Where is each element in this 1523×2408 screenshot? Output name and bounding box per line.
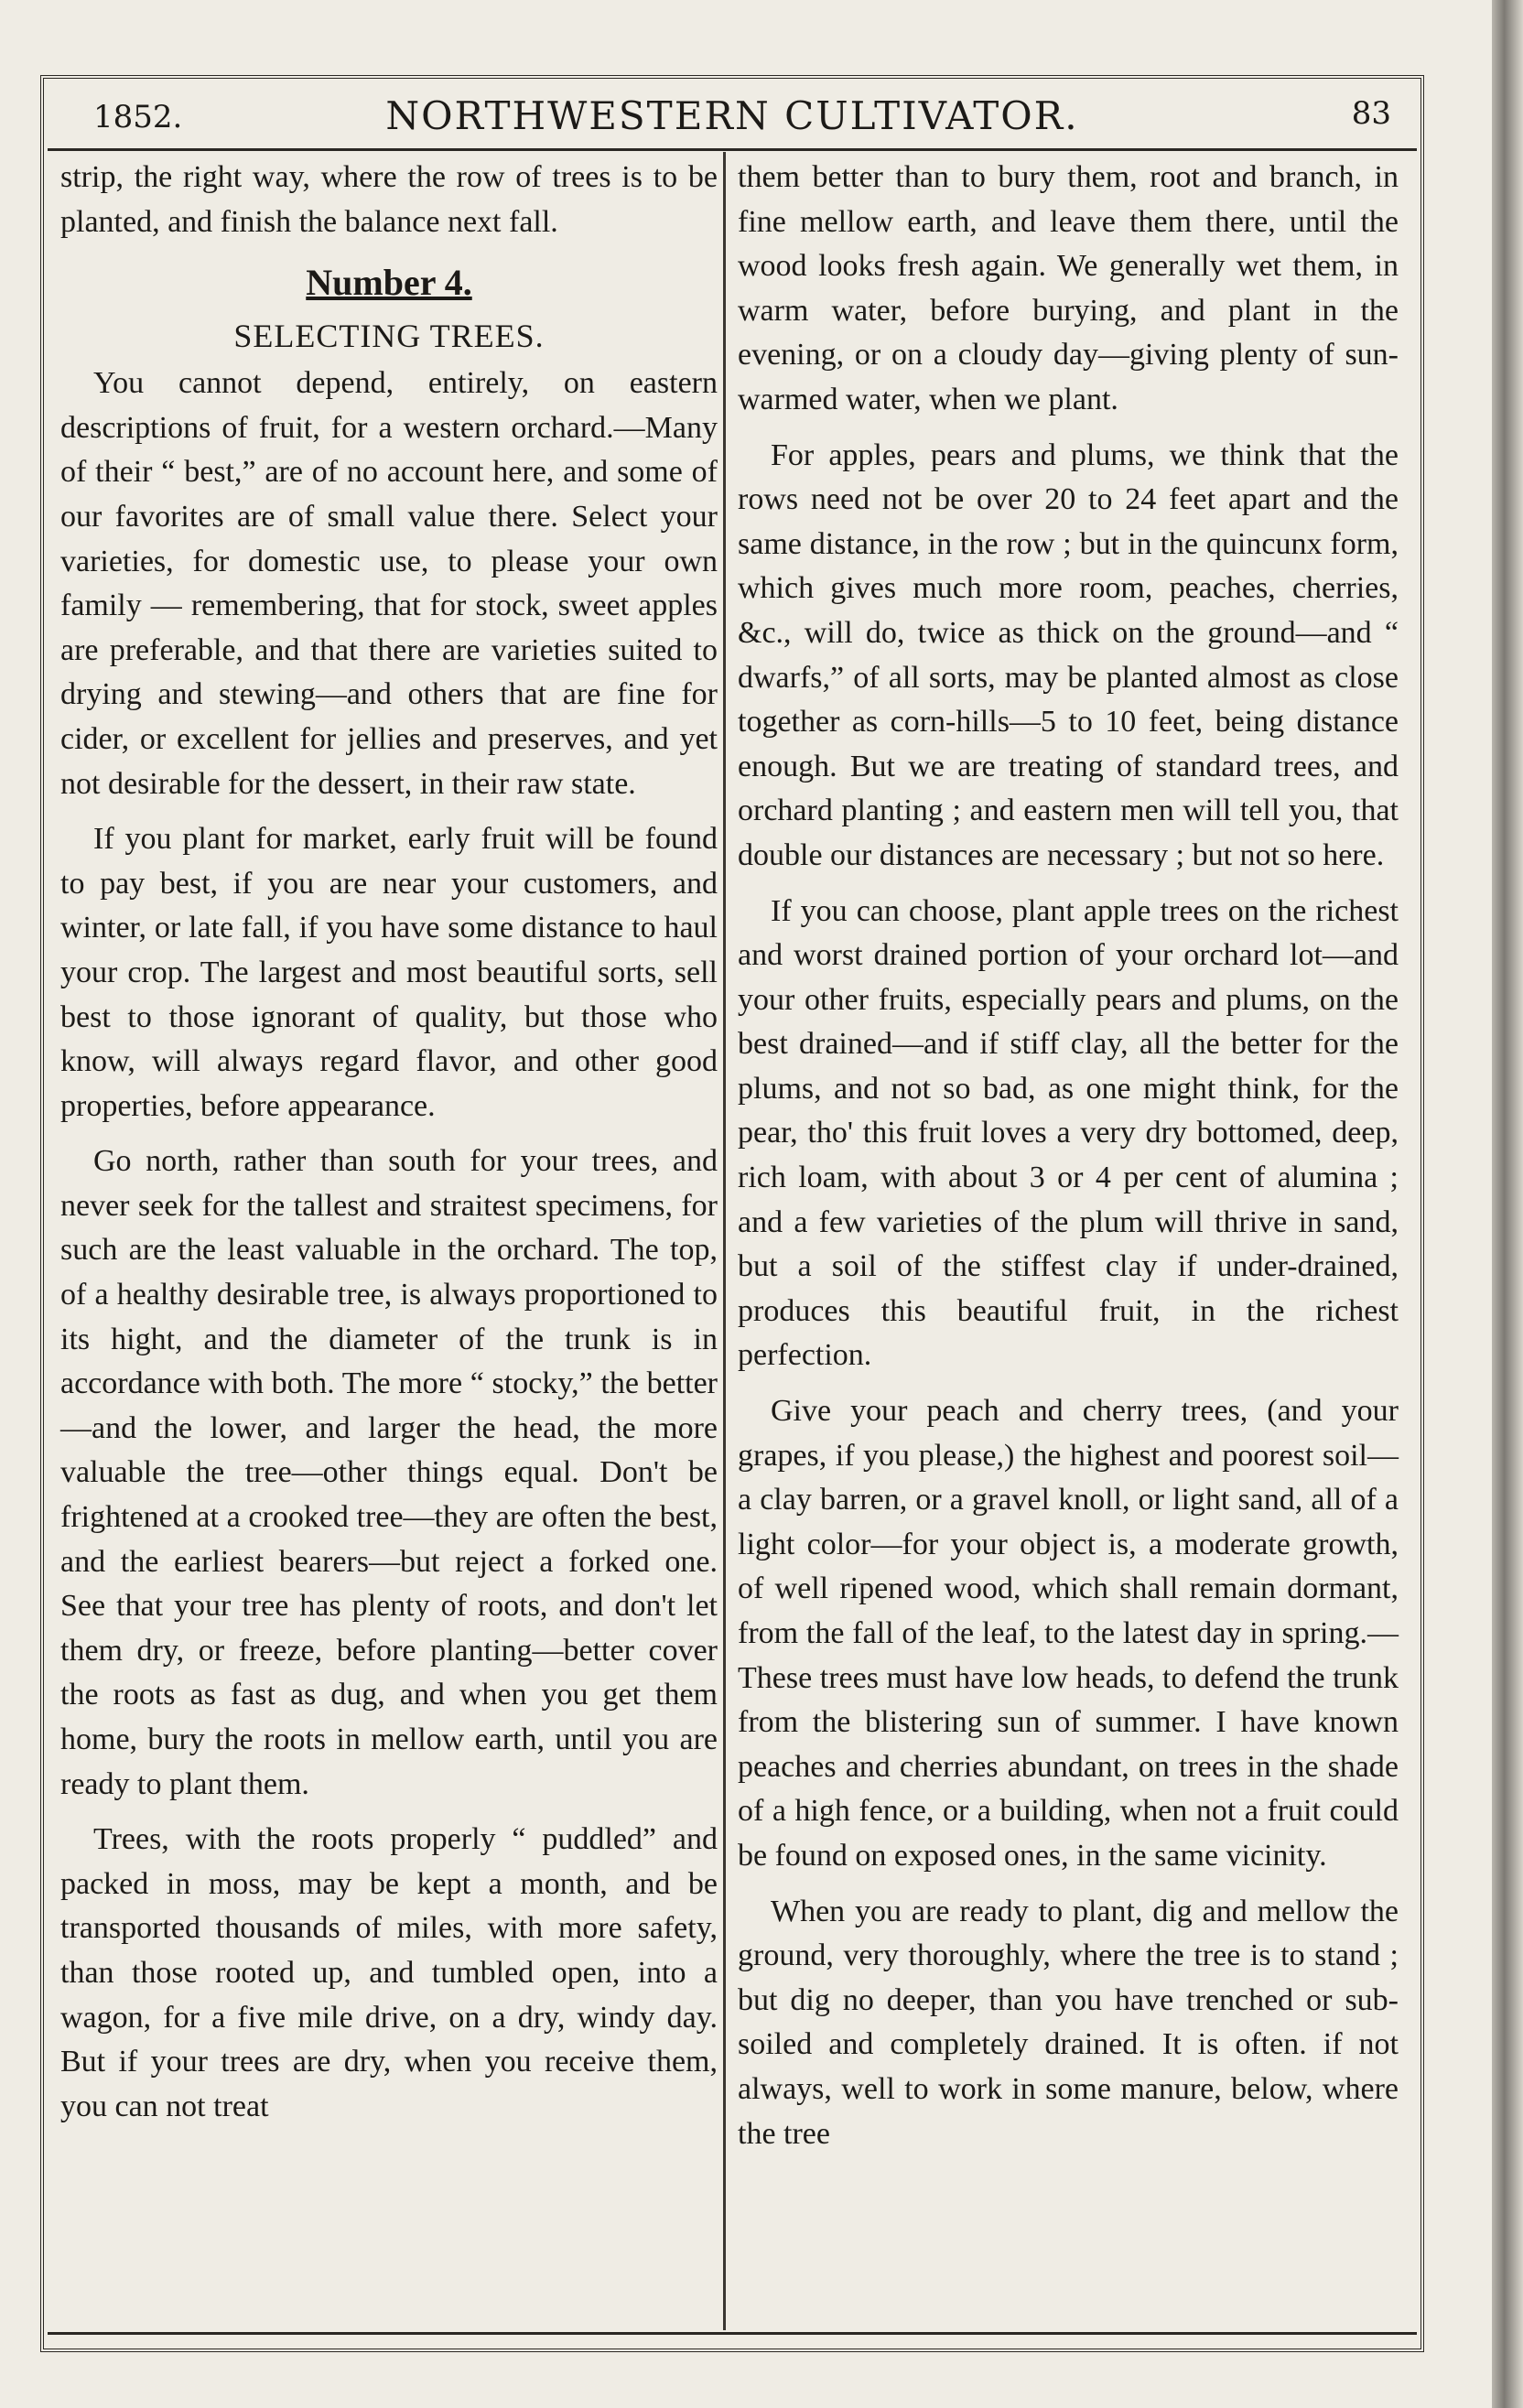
left-intro-text: strip, the right way, where the row of trees is to be planted, and finish the balance next fall. bbox=[60, 160, 718, 239]
number-heading: Number 4. bbox=[306, 262, 472, 304]
paragraph: If you plant for market, early fruit will be found to pay best, if you are near your customers, and winter, or late fall, if you have some distance to haul your crop. The largest and most beautiful sorts, sell best to those ignorant of quality, but those who know, will always regard flavor, and other good properties, before appearance. bbox=[60, 822, 718, 1123]
header-rule bbox=[48, 148, 1417, 151]
page-edge bbox=[1492, 0, 1523, 2408]
page-number: 83 bbox=[1351, 95, 1391, 132]
footer-rule bbox=[48, 2332, 1417, 2335]
right-continuation-text: them better than to bury them, root and branch, in fine mellow earth, and leave them there, until the wood looks fresh again. We generally wet them, in warm water, before burying, and plant in the evening, or on a cloudy day—giving plenty of sun-warmed water, when we plant. bbox=[738, 160, 1399, 416]
paragraph: If you can choose, plant apple trees on the richest and worst drained portion of your orchard lot—and your other fruits, especially pears and plums, on the best drained—and if stiff clay, all the better for the plums, and not so bad, as one might think, for the pear, tho' this fruit loves a very dry bottomed, deep, rich loam, with about 3 or 4 per cent of alumina ; and a few varieties of the plum will thrive in sand, but a soil of the stiffest clay if under-drained, produces this beautiful fruit, in the richest perfection. bbox=[738, 893, 1399, 1373]
header-year: 1852. bbox=[93, 99, 183, 135]
paragraph: Trees, with the roots properly “ puddled” and packed in moss, may be kept a month, and be transported thousands of miles, with more safety, than those rooted up, and tumbled open, into a wagon, for a five mile drive, on a dry, windy day. But if your trees are dry, when you receive them, you can not treat bbox=[60, 1822, 718, 2123]
paragraph: Give your peach and cherry trees, (and your grapes, if you please,) the highest and poorest soil—a clay barren, or a gravel knoll, or light sand, all of a light color—for your object is, a moderate growth, of well ripened wood, which shall remain dormant, from the fall of the leaf, to the latest day in spring.—These trees must have low heads, to defend the trunk from the blistering sun of summer. I have known peaches and cherries abundant, on trees in the shade of a high fence, or a building, when not a fruit could be found on exposed ones, in the same vicinity. bbox=[738, 1394, 1399, 1873]
left-column bbox=[60, 156, 718, 2140]
running-head bbox=[55, 90, 1410, 148]
section-heading: SELECTING TREES. bbox=[233, 318, 545, 355]
paragraph: For apples, pears and plums, we think that the rows need not be over 20 to 24 feet apart and the same distance, in the row ; but in the quincunx form, which gives much more room, peaches, cherries, &c., will do, twice as thick on the ground—and “ dwarfs,” of all sorts, may be planted almost as close together as corn-hills—5 to 10 feet, being distance enough. But we are treating of standard trees, and orchard planting ; and eastern men will tell you, that double our distances are necessary ; but not so here. bbox=[738, 437, 1399, 872]
column-divider bbox=[723, 152, 726, 2330]
paragraph: When you are ready to plant, dig and mellow the ground, very thoroughly, where the tree is to stand ; but dig no deeper, than you have trenched or sub-soiled and completely drained. It is often. if not always, well to work in some manure, below, where the tree bbox=[738, 1894, 1399, 2151]
right-column bbox=[738, 156, 1399, 2167]
paragraph: You cannot depend, entirely, on eastern descriptions of fruit, for a western orchard.—Many of their “ best,” are of no account here, and some of our favorites are of small value there. Select your varieties, for domestic use, to please your own family — remembering, that for stock, sweet apples are preferable, and that there are varieties suited to drying and stewing—and others that are fine for cider, or excellent for jellies and preserves, and yet not desirable for the dessert, in their raw state. bbox=[60, 366, 718, 801]
publication-title: NORTHWESTERN CULTIVATOR. bbox=[385, 93, 1079, 138]
paragraph: Go north, rather than south for your trees, and never seek for the tallest and straitest specimens, for such are the least valuable in the orchard. The top, of a healthy desirable tree, is always proportioned to its hight, and the diameter of the trunk is in accordance with both. The more “ stocky,” the better—and the lower, and larger the head, the more valuable the tree—other things equal. Don't be frightened at a crooked tree—they are often the best, and the earliest bearers—but reject a forked one. See that your tree has plenty of roots, and don't let them dry, or freeze, before planting—better cover the roots as fast as dug, and when you get them home, bury the roots in mellow earth, until you are ready to plant them. bbox=[60, 1144, 718, 1801]
